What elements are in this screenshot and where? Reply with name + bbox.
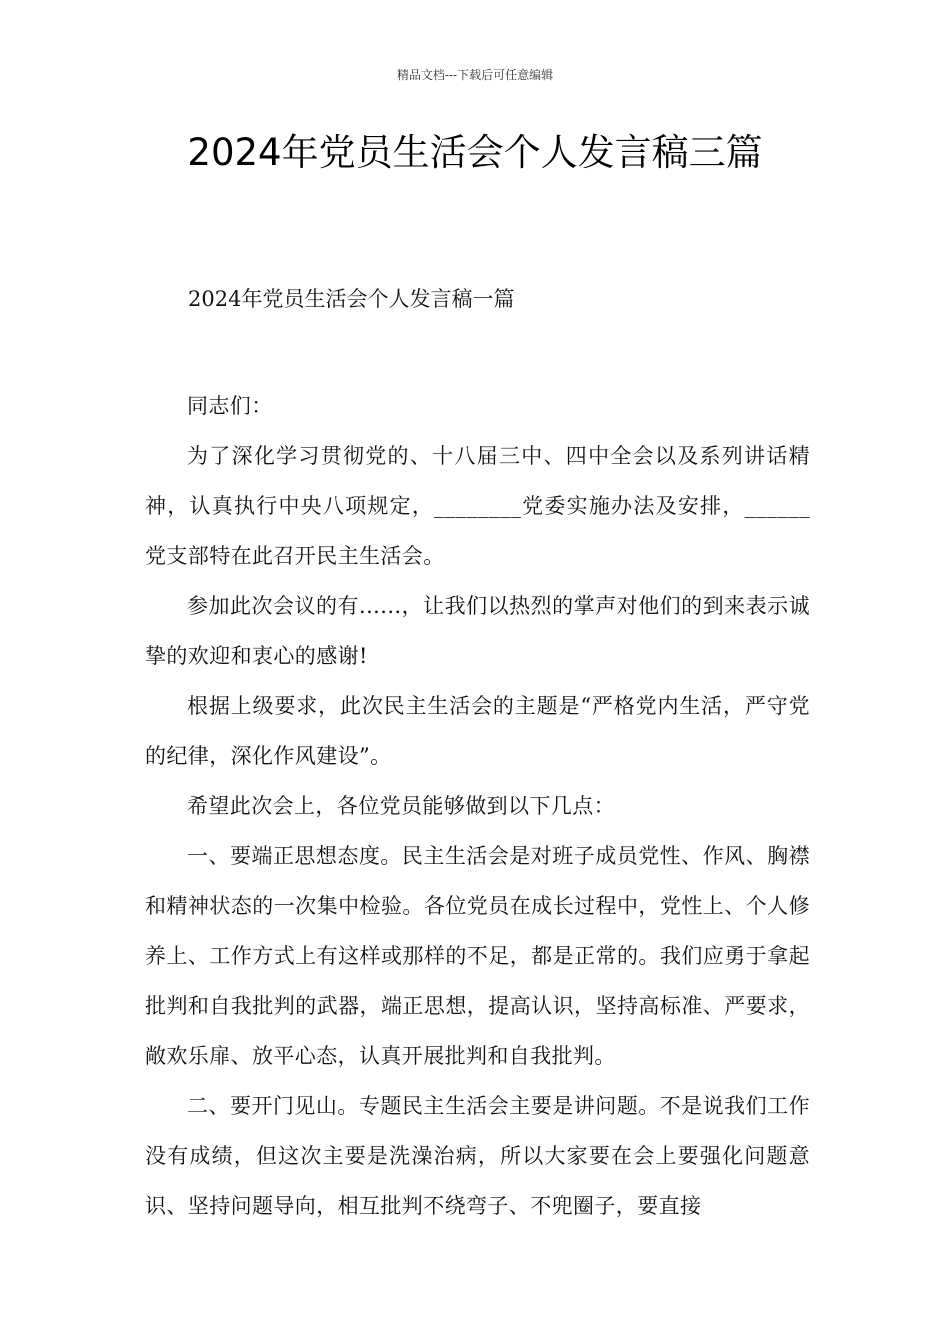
paragraph-point-two: 二、要开门见山。专题民主生活会主要是讲问题。不是说我们工作没有成绩，但这次主要是洗澡治病，所以大家要在会上要强化问题意识、坚持问题导向，相互批判不绕弯子、不兜圈子，要直接 xyxy=(145,1094,810,1218)
paragraph-purpose: 为了深化学习贯彻党的、十八届三中、四中全会以及系列讲话精神，认真执行中央八项规定，________党委实施办法及安排，______党支部特在此召开民主生活会。 xyxy=(145,444,810,568)
paragraph-attendees: 参加此次会议的有......，让我们以热烈的掌声对他们的到来表示诚挚的欢迎和衷心的感谢! xyxy=(145,594,810,668)
document-title: 2024年党员生活会个人发言稿三篇 xyxy=(187,131,763,174)
paragraph-theme: 根据上级要求，此次民主生活会的主题是“严格党内生活，严守党的纪律，深化作风建设”。 xyxy=(145,694,810,768)
document-body xyxy=(145,381,810,1231)
paragraph-point-one: 一、要端正思想态度。民主生活会是对班子成员党性、作风、胸襟和精神状态的一次集中检验。各位党员在成长过程中，党性上、个人修养上、工作方式上有这样或那样的不足，都是正常的。我们应勇于拿起批判和自我批判的武器，端正思想，提高认识，坚持高标准、严要求，敞欢乐扉、放平心态，认真开展批判和自我批判。 xyxy=(145,844,810,1068)
paragraph-expectations: 希望此次会上，各位党员能够做到以下几点： xyxy=(187,794,615,818)
paragraph-salutation: 同志们： xyxy=(187,394,273,418)
section-subtitle: 2024年党员生活会个人发言稿一篇 xyxy=(188,287,515,311)
header-note: 精品文档---下载后可任意编辑 xyxy=(396,68,554,82)
